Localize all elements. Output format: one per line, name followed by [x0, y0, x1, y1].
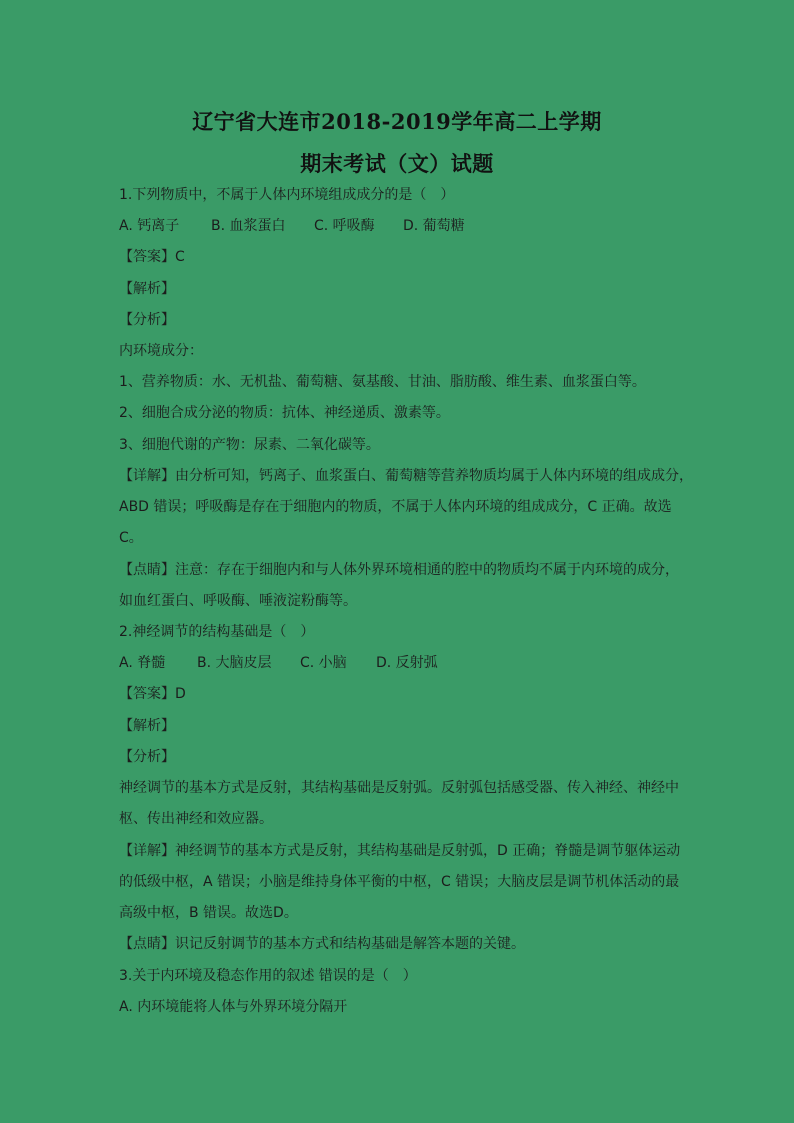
question-3-option-a: A. 内环境能将人体与外界环境分隔开 — [119, 999, 348, 1015]
question-1-analysis-line: 1、营养物质：水、无机盐、葡萄糖、氨基酸、甘油、脂肪酸、维生素、血浆蛋白等。 — [119, 374, 646, 390]
question-2-options — [119, 654, 679, 672]
question-2-detail-line: 的低级中枢，A 错误；小脑是维持身体平衡的中枢，C 错误；大脑皮层是调节机体活动的最 — [119, 874, 680, 890]
question-2-answer: 【答案】D — [119, 686, 186, 702]
question-2-detail-line: 高级中枢，B 错误。故选D。 — [119, 905, 298, 921]
question-2-analysis-line: 神经调节的基本方式是反射，其结构基础是反射弧。反射弧包括感受器、传入神经、神经中 — [119, 780, 679, 796]
question-1-option-b: B. 血浆蛋白 — [211, 218, 286, 234]
question-2-stem: 2.神经调节的结构基础是（ ） — [119, 624, 315, 640]
question-1-option-d: D. 葡萄糖 — [403, 218, 465, 234]
question-1-detail-line: 【详解】由分析可知，钙离子、血浆蛋白、葡萄糖等营养物质均属于人体内环境的组成成分， — [119, 468, 693, 484]
question-2-option-a: A. 脊髓 — [119, 655, 166, 671]
question-2-option-d: D. 反射弧 — [376, 655, 438, 671]
question-1-jiexi-heading: 【解析】 — [119, 281, 175, 297]
question-2-note-line: 【点睛】识记反射调节的基本方式和结构基础是解答本题的关键。 — [119, 936, 525, 952]
question-1-option-c: C. 呼吸酶 — [314, 218, 375, 234]
question-1-note-line: 【点睛】注意：存在于细胞内和与人体外界环境相通的腔中的物质均不属于内环境的成分， — [119, 562, 679, 578]
question-1-analysis-line: 3、细胞代谢的产物：尿素、二氧化碳等。 — [119, 437, 380, 453]
question-1-detail-line: C。 — [119, 530, 143, 546]
question-3-stem: 3.关于内环境及稳态作用的叙述 错误的是（ ） — [119, 968, 417, 984]
question-1-note-line: 如血红蛋白、呼吸酶、唾液淀粉酶等。 — [119, 593, 357, 609]
question-1-analysis-line: 2、细胞合成分泌的物质：抗体、神经递质、激素等。 — [119, 405, 450, 421]
question-1-answer: 【答案】C — [119, 249, 185, 265]
document-title-line2: 期末考试（文）试题 — [300, 151, 494, 176]
document-title-line1: 辽宁省大连市2018-2019学年高二上学期 — [192, 109, 602, 134]
question-2-detail-line: 【详解】神经调节的基本方式是反射，其结构基础是反射弧，D 正确；脊髓是调节躯体运动 — [119, 843, 681, 859]
question-2-jiexi-heading: 【解析】 — [119, 718, 175, 734]
question-1-options — [119, 217, 679, 235]
question-2-option-c: C. 小脑 — [300, 655, 347, 671]
question-1-analysis-line: 内环境成分： — [119, 343, 203, 359]
question-2-option-b: B. 大脑皮层 — [197, 655, 272, 671]
question-1-option-a: A. 钙离子 — [119, 218, 180, 234]
question-1-detail-line: ABD 错误；呼吸酶是存在于细胞内的物质，不属于人体内环境的组成成分，C 正确。故选 — [119, 499, 672, 515]
question-1-stem: 1.下列物质中，不属于人体内环境组成成分的是（ ） — [119, 187, 455, 203]
question-2-fenxi-heading: 【分析】 — [119, 749, 175, 765]
question-2-analysis-line: 枢、传出神经和效应器。 — [119, 811, 273, 827]
question-1-fenxi-heading: 【分析】 — [119, 312, 175, 328]
